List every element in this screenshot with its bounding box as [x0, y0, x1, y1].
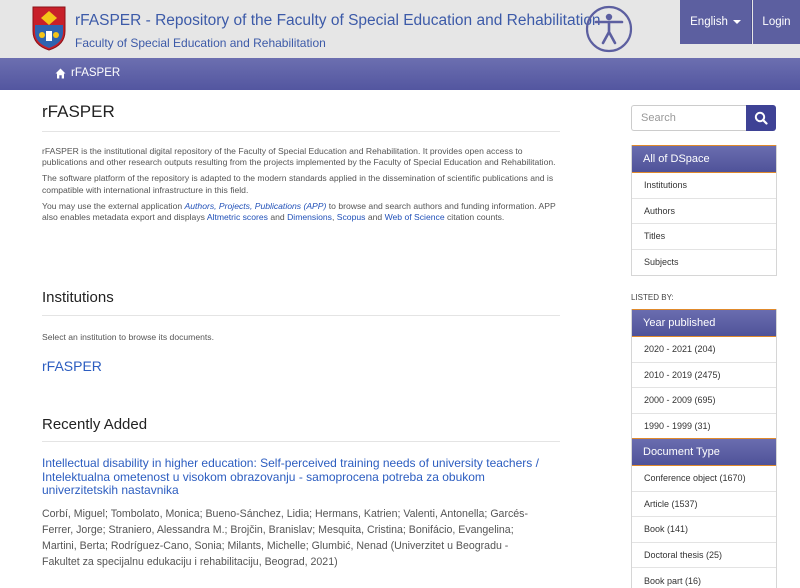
site-header — [0, 0, 800, 58]
year-filter-item[interactable]: 2020 - 2021 (204) — [632, 337, 776, 363]
institutions-heading: Institutions — [42, 289, 114, 306]
year-filter-item[interactable]: 2000 - 2009 (695) — [632, 388, 776, 414]
year-published-panel — [631, 309, 777, 440]
year-filter-item[interactable]: 1990 - 1999 (31) — [644, 421, 711, 432]
doctype-filter-item[interactable]: Doctoral thesis (25) — [632, 543, 776, 569]
divider — [42, 131, 560, 132]
institution-link-rfasper[interactable]: rFASPER — [42, 358, 102, 374]
doctype-filter-item[interactable]: Book (141) — [632, 517, 776, 543]
browse-titles[interactable]: Titles — [632, 224, 776, 250]
web-of-science-link[interactable]: Web of Science — [384, 212, 445, 223]
faculty-logo-icon[interactable] — [30, 3, 68, 51]
app-link[interactable]: Authors, Projects, Publications (APP) — [184, 200, 327, 211]
divider — [42, 315, 560, 316]
search-icon — [746, 105, 776, 131]
search-input[interactable]: Search — [631, 105, 746, 131]
doctype-filter-item[interactable]: Article (1537) — [632, 492, 776, 518]
dimensions-link[interactable]: Dimensions — [287, 212, 332, 223]
browse-institutions[interactable]: Institutions — [632, 173, 776, 199]
site-title[interactable]: rFASPER - Repository of the Faculty of Special Education and Rehabilitation — [75, 12, 601, 29]
breadcrumb — [0, 58, 800, 90]
login-button[interactable]: Login — [753, 0, 800, 44]
home-icon[interactable] — [55, 68, 66, 79]
dspace-browse-panel — [631, 145, 777, 276]
intro-paragraph-2: The software platform of the repository is adapted to the modern standards applied in the dissemination of scientific publications and is compatible with international infrastructure in this field. — [42, 173, 554, 195]
site-subtitle[interactable]: Faculty of Special Education and Rehabilitation — [75, 36, 326, 50]
recent-item-authors: Corbí, Miguel; Tombolato, Monica; Bueno-Sánchez, Lidia; Hermans, Katrien; Valenti, Antonella; Garcés-Ferrer, Jorge; Straniero, Alessandra M.; Brojčin, Branislav; Mesquita, Cristina; Bonifácio, Evangelina; Martini, Berta; Rodríguez-Cano, Sonia; Milants, Michelle; Glumbić, Nenad (Univerzitet u Beogradu - Fakultet za specijalnu edukaciju i rehabilitaciju, Beograd, 2021) — [42, 508, 528, 568]
browse-authors[interactable]: Authors — [632, 199, 776, 225]
doctype-filter-item[interactable]: Conference object (1670) — [632, 466, 776, 492]
intro-text — [42, 146, 560, 228]
recent-item-title-link[interactable]: Intellectual disability in higher education: Self-perceived training needs of university teachers / Intelektualna ometenost u visokom obrazovanju - samoprocena potreba za obukom univerzitetskih nastavnika — [42, 456, 539, 498]
search-button[interactable] — [746, 105, 776, 131]
intro-paragraph-3: You may use the external application Authors, Projects, Publications (APP) to browse and search authors and funding information. APP also enables metadata export and displays Altmetric scores and Dimensions, Scopus and Web of Science citation counts. — [42, 200, 556, 223]
accessibility-icon[interactable] — [584, 4, 634, 54]
scopus-link[interactable]: Scopus — [336, 212, 366, 223]
breadcrumb-home-link[interactable]: rFASPER — [71, 67, 121, 79]
recently-added-heading: Recently Added — [42, 416, 148, 433]
doctype-filter-item[interactable]: Book part (16) — [644, 575, 702, 586]
divider — [42, 441, 560, 442]
institutions-hint: Select an institution to browse its documents. — [42, 332, 214, 342]
intro-paragraph-1: rFASPER is the institutional digital repository of the Faculty of Special Education and Rehabilitation. It provides open access to publications and other research outputs resulting from the projects implemented by the Faculty of Special Education and Rehabilitation. — [42, 146, 556, 168]
panel-heading-year-published[interactable]: Year published — [632, 309, 776, 337]
document-type-panel — [631, 438, 777, 588]
caret-down-icon — [733, 20, 741, 24]
page-title: rFASPER — [42, 102, 115, 121]
browse-subjects[interactable]: Subjects — [644, 257, 679, 268]
year-filter-item[interactable]: 2010 - 2019 (2475) — [632, 363, 776, 389]
language-label: English — [690, 16, 728, 28]
panel-heading-document-type[interactable]: Document Type — [632, 438, 776, 466]
panel-heading-all-of-dspace[interactable]: All of DSpace — [632, 145, 776, 173]
language-dropdown[interactable] — [680, 0, 752, 44]
altmetric-link[interactable]: Altmetric scores — [206, 212, 268, 223]
listed-by-label: LISTED BY: — [631, 293, 674, 302]
